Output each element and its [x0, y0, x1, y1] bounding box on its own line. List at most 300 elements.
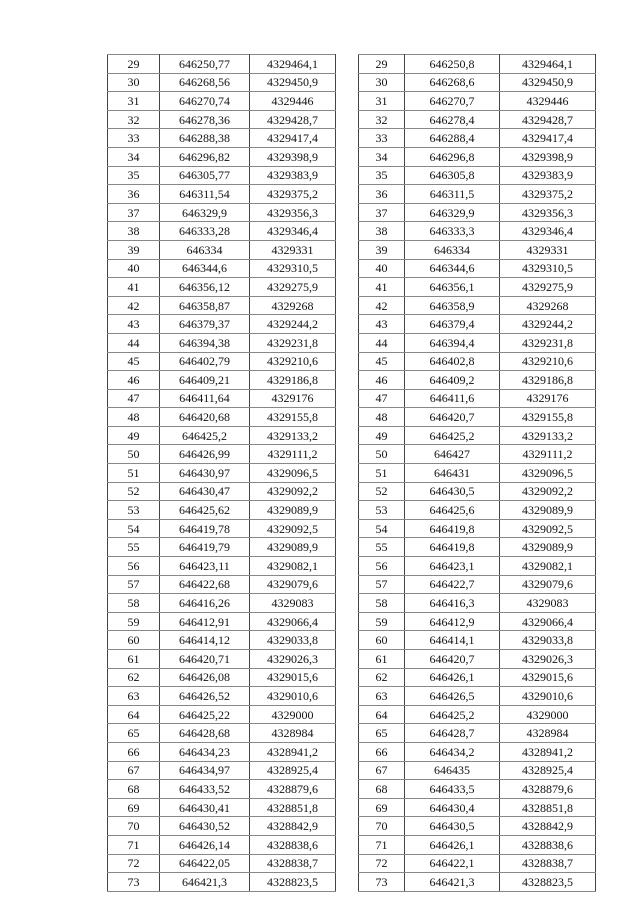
- point-number-cell: 49: [108, 426, 160, 445]
- point-number-cell: 73: [108, 873, 160, 892]
- point-number-cell: 36: [359, 185, 405, 204]
- table-row: [108, 724, 336, 743]
- point-number-cell: 64: [359, 705, 405, 724]
- table-row: [108, 185, 336, 204]
- point-number-cell: 29: [108, 55, 160, 74]
- point-number-cell: 71: [359, 835, 405, 854]
- y-coordinate-cell: 4329186,8: [250, 371, 336, 390]
- x-coordinate-cell: 646425,2: [160, 426, 250, 445]
- y-coordinate-cell: 4328851,8: [500, 798, 596, 817]
- table-row: [108, 538, 336, 557]
- y-coordinate-cell: 4329275,9: [500, 278, 596, 297]
- x-coordinate-cell: 646423,11: [160, 557, 250, 576]
- x-coordinate-cell: 646416,3: [405, 594, 500, 613]
- table-row: [359, 668, 596, 687]
- y-coordinate-cell: 4329244,2: [500, 315, 596, 334]
- table-row: [108, 519, 336, 538]
- y-coordinate-cell: 4329210,6: [500, 352, 596, 371]
- table-row: [108, 203, 336, 222]
- y-coordinate-cell: 4329033,8: [250, 631, 336, 650]
- y-coordinate-cell: 4329310,5: [250, 259, 336, 278]
- x-coordinate-cell: 646411,6: [405, 389, 500, 408]
- y-coordinate-cell: 4329000: [500, 705, 596, 724]
- table-row: [359, 650, 596, 669]
- y-coordinate-cell: 4328879,6: [250, 780, 336, 799]
- table-row: [108, 817, 336, 836]
- point-number-cell: 32: [108, 110, 160, 129]
- table-row: [359, 315, 596, 334]
- point-number-cell: 38: [359, 222, 405, 241]
- table-row: [108, 501, 336, 520]
- table-row: [108, 854, 336, 873]
- table-row: [359, 55, 596, 74]
- y-coordinate-cell: 4329082,1: [250, 557, 336, 576]
- table-row: [108, 222, 336, 241]
- table-row: [108, 389, 336, 408]
- point-number-cell: 48: [359, 408, 405, 427]
- point-number-cell: 44: [108, 333, 160, 352]
- point-number-cell: 37: [359, 203, 405, 222]
- x-coordinate-cell: 646430,4: [405, 798, 500, 817]
- point-number-cell: 37: [108, 203, 160, 222]
- table-row: [359, 352, 596, 371]
- point-number-cell: 62: [359, 668, 405, 687]
- point-number-cell: 63: [359, 687, 405, 706]
- point-number-cell: 45: [108, 352, 160, 371]
- y-coordinate-cell: 4329356,3: [250, 203, 336, 222]
- y-coordinate-cell: 4329066,4: [250, 612, 336, 631]
- x-coordinate-cell: 646344,6: [405, 259, 500, 278]
- y-coordinate-cell: 4329176: [250, 389, 336, 408]
- x-coordinate-cell: 646425,6: [405, 501, 500, 520]
- x-coordinate-cell: 646430,5: [405, 817, 500, 836]
- y-coordinate-cell: 4329450,9: [250, 73, 336, 92]
- x-coordinate-cell: 646426,52: [160, 687, 250, 706]
- point-number-cell: 64: [108, 705, 160, 724]
- x-coordinate-cell: 646394,38: [160, 333, 250, 352]
- x-coordinate-cell: 646379,37: [160, 315, 250, 334]
- point-number-cell: 35: [359, 166, 405, 185]
- table-row: [359, 166, 596, 185]
- table-row: [108, 761, 336, 780]
- y-coordinate-cell: 4329010,6: [250, 687, 336, 706]
- x-coordinate-cell: 646358,87: [160, 296, 250, 315]
- y-coordinate-cell: 4329417,4: [500, 129, 596, 148]
- table-row: [108, 240, 336, 259]
- x-coordinate-cell: 646420,68: [160, 408, 250, 427]
- point-number-cell: 70: [359, 817, 405, 836]
- x-coordinate-cell: 646402,8: [405, 352, 500, 371]
- point-number-cell: 51: [359, 464, 405, 483]
- x-coordinate-cell: 646414,1: [405, 631, 500, 650]
- x-coordinate-cell: 646431: [405, 464, 500, 483]
- table-row: [108, 798, 336, 817]
- point-number-cell: 38: [108, 222, 160, 241]
- y-coordinate-cell: 4329398,9: [500, 147, 596, 166]
- x-coordinate-cell: 646333,28: [160, 222, 250, 241]
- table-row: [359, 73, 596, 92]
- point-number-cell: 57: [108, 575, 160, 594]
- point-number-cell: 69: [108, 798, 160, 817]
- y-coordinate-cell: 4329464,1: [250, 55, 336, 74]
- y-coordinate-cell: 4329092,2: [250, 482, 336, 501]
- y-coordinate-cell: 4329082,1: [500, 557, 596, 576]
- y-coordinate-cell: 4329268: [500, 296, 596, 315]
- table-row: [359, 389, 596, 408]
- point-number-cell: 43: [359, 315, 405, 334]
- x-coordinate-cell: 646356,1: [405, 278, 500, 297]
- y-coordinate-cell: 4329331: [250, 240, 336, 259]
- x-coordinate-cell: 646425,2: [405, 705, 500, 724]
- x-coordinate-cell: 646420,7: [405, 650, 500, 669]
- point-number-cell: 35: [108, 166, 160, 185]
- y-coordinate-cell: 4328879,6: [500, 780, 596, 799]
- point-number-cell: 69: [359, 798, 405, 817]
- x-coordinate-cell: 646426,1: [405, 835, 500, 854]
- y-coordinate-cell: 4328838,6: [250, 835, 336, 854]
- point-number-cell: 41: [108, 278, 160, 297]
- x-coordinate-cell: 646278,36: [160, 110, 250, 129]
- y-coordinate-cell: 4329089,9: [250, 538, 336, 557]
- x-coordinate-cell: 646344,6: [160, 259, 250, 278]
- point-number-cell: 44: [359, 333, 405, 352]
- table-row: [359, 110, 596, 129]
- table-row: [359, 501, 596, 520]
- y-coordinate-cell: 4329176: [500, 389, 596, 408]
- y-coordinate-cell: 4329010,6: [500, 687, 596, 706]
- table-row: [108, 352, 336, 371]
- table-row: [359, 333, 596, 352]
- table-row: [108, 575, 336, 594]
- point-number-cell: 65: [108, 724, 160, 743]
- x-coordinate-cell: 646402,79: [160, 352, 250, 371]
- y-coordinate-cell: 4328838,7: [500, 854, 596, 873]
- y-coordinate-cell: 4329231,8: [500, 333, 596, 352]
- y-coordinate-cell: 4329186,8: [500, 371, 596, 390]
- point-number-cell: 34: [359, 147, 405, 166]
- x-coordinate-cell: 646419,79: [160, 538, 250, 557]
- point-number-cell: 53: [108, 501, 160, 520]
- x-coordinate-cell: 646425,22: [160, 705, 250, 724]
- table-row: [359, 835, 596, 854]
- x-coordinate-cell: 646430,5: [405, 482, 500, 501]
- point-number-cell: 43: [108, 315, 160, 334]
- x-coordinate-cell: 646379,4: [405, 315, 500, 334]
- point-number-cell: 47: [108, 389, 160, 408]
- y-coordinate-cell: 4329375,2: [250, 185, 336, 204]
- x-coordinate-cell: 646416,26: [160, 594, 250, 613]
- x-coordinate-cell: 646329,9: [160, 203, 250, 222]
- point-number-cell: 56: [108, 557, 160, 576]
- point-number-cell: 30: [359, 73, 405, 92]
- x-coordinate-cell: 646425,62: [160, 501, 250, 520]
- table-row: [359, 705, 596, 724]
- x-coordinate-cell: 646421,3: [160, 873, 250, 892]
- point-number-cell: 29: [359, 55, 405, 74]
- point-number-cell: 45: [359, 352, 405, 371]
- x-coordinate-cell: 646288,4: [405, 129, 500, 148]
- y-coordinate-cell: 4329133,2: [250, 426, 336, 445]
- table-row: [359, 464, 596, 483]
- y-coordinate-cell: 4329096,5: [250, 464, 336, 483]
- table-row: [108, 445, 336, 464]
- table-row: [108, 55, 336, 74]
- y-coordinate-cell: 4329210,6: [250, 352, 336, 371]
- x-coordinate-cell: 646296,82: [160, 147, 250, 166]
- table-row: [359, 687, 596, 706]
- point-number-cell: 67: [359, 761, 405, 780]
- y-coordinate-cell: 4329089,9: [500, 538, 596, 557]
- x-coordinate-cell: 646334: [160, 240, 250, 259]
- table-row: [108, 315, 336, 334]
- point-number-cell: 34: [108, 147, 160, 166]
- x-coordinate-cell: 646426,99: [160, 445, 250, 464]
- point-number-cell: 68: [108, 780, 160, 799]
- y-coordinate-cell: 4329446: [250, 92, 336, 111]
- point-number-cell: 59: [108, 612, 160, 631]
- table-row: [108, 873, 336, 892]
- table-row: [359, 557, 596, 576]
- y-coordinate-cell: 4329092,2: [500, 482, 596, 501]
- point-number-cell: 56: [359, 557, 405, 576]
- table-row: [359, 278, 596, 297]
- y-coordinate-cell: 4329155,8: [500, 408, 596, 427]
- y-coordinate-cell: 4329310,5: [500, 259, 596, 278]
- point-number-cell: 40: [108, 259, 160, 278]
- x-coordinate-cell: 646412,9: [405, 612, 500, 631]
- table-row: [108, 650, 336, 669]
- table-row: [108, 371, 336, 390]
- table-row: [359, 222, 596, 241]
- x-coordinate-cell: 646434,97: [160, 761, 250, 780]
- y-coordinate-cell: 4329244,2: [250, 315, 336, 334]
- table-row: [359, 519, 596, 538]
- x-coordinate-cell: 646422,68: [160, 575, 250, 594]
- point-number-cell: 39: [108, 240, 160, 259]
- point-number-cell: 52: [108, 482, 160, 501]
- y-coordinate-cell: 4329066,4: [500, 612, 596, 631]
- x-coordinate-cell: 646426,1: [405, 668, 500, 687]
- point-number-cell: 30: [108, 73, 160, 92]
- table-row: [359, 538, 596, 557]
- x-coordinate-cell: 646430,47: [160, 482, 250, 501]
- point-number-cell: 62: [108, 668, 160, 687]
- table-row: [359, 742, 596, 761]
- x-coordinate-cell: 646419,8: [405, 538, 500, 557]
- point-number-cell: 52: [359, 482, 405, 501]
- point-number-cell: 42: [108, 296, 160, 315]
- y-coordinate-cell: 4328941,2: [250, 742, 336, 761]
- table-row: [359, 408, 596, 427]
- y-coordinate-cell: 4329268: [250, 296, 336, 315]
- table-row: [108, 129, 336, 148]
- y-coordinate-cell: 4329417,4: [250, 129, 336, 148]
- x-coordinate-cell: 646427: [405, 445, 500, 464]
- y-coordinate-cell: 4329346,4: [500, 222, 596, 241]
- table-row: [359, 185, 596, 204]
- y-coordinate-cell: 4328941,2: [500, 742, 596, 761]
- point-number-cell: 32: [359, 110, 405, 129]
- table-row: [359, 445, 596, 464]
- y-coordinate-cell: 4329331: [500, 240, 596, 259]
- point-number-cell: 31: [108, 92, 160, 111]
- y-coordinate-cell: 4328838,6: [500, 835, 596, 854]
- y-coordinate-cell: 4329428,7: [250, 110, 336, 129]
- x-coordinate-cell: 646435: [405, 761, 500, 780]
- x-coordinate-cell: 646268,6: [405, 73, 500, 92]
- table-row: [359, 854, 596, 873]
- table-row: [359, 426, 596, 445]
- table-row: [108, 482, 336, 501]
- x-coordinate-cell: 646334: [405, 240, 500, 259]
- table-row: [359, 612, 596, 631]
- x-coordinate-cell: 646426,14: [160, 835, 250, 854]
- table-row: [359, 724, 596, 743]
- point-number-cell: 71: [108, 835, 160, 854]
- table-row: [359, 240, 596, 259]
- x-coordinate-cell: 646329,9: [405, 203, 500, 222]
- table-row: [359, 259, 596, 278]
- y-coordinate-cell: 4329155,8: [250, 408, 336, 427]
- point-number-cell: 58: [108, 594, 160, 613]
- point-number-cell: 70: [108, 817, 160, 836]
- y-coordinate-cell: 4329383,9: [250, 166, 336, 185]
- table-row: [359, 594, 596, 613]
- table-row: [359, 296, 596, 315]
- point-number-cell: 53: [359, 501, 405, 520]
- table-row: [359, 203, 596, 222]
- y-coordinate-cell: 4329089,9: [250, 501, 336, 520]
- y-coordinate-cell: 4329083: [500, 594, 596, 613]
- table-row: [108, 835, 336, 854]
- y-coordinate-cell: 4328823,5: [250, 873, 336, 892]
- point-number-cell: 54: [108, 519, 160, 538]
- y-coordinate-cell: 4329450,9: [500, 73, 596, 92]
- point-number-cell: 47: [359, 389, 405, 408]
- x-coordinate-cell: 646422,05: [160, 854, 250, 873]
- x-coordinate-cell: 646394,4: [405, 333, 500, 352]
- x-coordinate-cell: 646420,7: [405, 408, 500, 427]
- x-coordinate-cell: 646433,5: [405, 780, 500, 799]
- x-coordinate-cell: 646409,21: [160, 371, 250, 390]
- y-coordinate-cell: 4329015,6: [500, 668, 596, 687]
- y-coordinate-cell: 4328842,9: [250, 817, 336, 836]
- point-number-cell: 55: [359, 538, 405, 557]
- table-row: [359, 482, 596, 501]
- table-row: [108, 426, 336, 445]
- table-row: [108, 705, 336, 724]
- coordinates-table-right: [358, 54, 596, 892]
- table-row: [108, 147, 336, 166]
- point-number-cell: 66: [359, 742, 405, 761]
- table-row: [108, 557, 336, 576]
- y-coordinate-cell: 4329083: [250, 594, 336, 613]
- point-number-cell: 67: [108, 761, 160, 780]
- point-number-cell: 33: [359, 129, 405, 148]
- table-row: [108, 92, 336, 111]
- point-number-cell: 50: [359, 445, 405, 464]
- y-coordinate-cell: 4329133,2: [500, 426, 596, 445]
- y-coordinate-cell: 4328984: [500, 724, 596, 743]
- x-coordinate-cell: 646419,8: [405, 519, 500, 538]
- y-coordinate-cell: 4328851,8: [250, 798, 336, 817]
- table-row: [359, 92, 596, 111]
- point-number-cell: 61: [359, 650, 405, 669]
- table-row: [359, 631, 596, 650]
- y-coordinate-cell: 4329356,3: [500, 203, 596, 222]
- y-coordinate-cell: 4329398,9: [250, 147, 336, 166]
- y-coordinate-cell: 4329111,2: [500, 445, 596, 464]
- point-number-cell: 66: [108, 742, 160, 761]
- x-coordinate-cell: 646270,7: [405, 92, 500, 111]
- x-coordinate-cell: 646422,7: [405, 575, 500, 594]
- table-row: [108, 742, 336, 761]
- x-coordinate-cell: 646433,52: [160, 780, 250, 799]
- x-coordinate-cell: 646423,1: [405, 557, 500, 576]
- x-coordinate-cell: 646421,3: [405, 873, 500, 892]
- table-row: [108, 408, 336, 427]
- point-number-cell: 72: [108, 854, 160, 873]
- x-coordinate-cell: 646288,38: [160, 129, 250, 148]
- table-row: [108, 166, 336, 185]
- table-row: [108, 612, 336, 631]
- x-coordinate-cell: 646268,56: [160, 73, 250, 92]
- point-number-cell: 72: [359, 854, 405, 873]
- y-coordinate-cell: 4329464,1: [500, 55, 596, 74]
- x-coordinate-cell: 646411,64: [160, 389, 250, 408]
- y-coordinate-cell: 4328842,9: [500, 817, 596, 836]
- point-number-cell: 40: [359, 259, 405, 278]
- x-coordinate-cell: 646278,4: [405, 110, 500, 129]
- x-coordinate-cell: 646430,97: [160, 464, 250, 483]
- table-row: [359, 780, 596, 799]
- table-row: [108, 333, 336, 352]
- x-coordinate-cell: 646311,5: [405, 185, 500, 204]
- y-coordinate-cell: 4329079,6: [500, 575, 596, 594]
- point-number-cell: 63: [108, 687, 160, 706]
- y-coordinate-cell: 4329096,5: [500, 464, 596, 483]
- y-coordinate-cell: 4329079,6: [250, 575, 336, 594]
- x-coordinate-cell: 646426,08: [160, 668, 250, 687]
- table-row: [359, 147, 596, 166]
- point-number-cell: 65: [359, 724, 405, 743]
- x-coordinate-cell: 646428,7: [405, 724, 500, 743]
- x-coordinate-cell: 646270,74: [160, 92, 250, 111]
- point-number-cell: 49: [359, 426, 405, 445]
- table-row: [108, 110, 336, 129]
- table-row: [359, 371, 596, 390]
- y-coordinate-cell: 4329033,8: [500, 631, 596, 650]
- x-coordinate-cell: 646422,1: [405, 854, 500, 873]
- point-number-cell: 42: [359, 296, 405, 315]
- x-coordinate-cell: 646358,9: [405, 296, 500, 315]
- x-coordinate-cell: 646430,41: [160, 798, 250, 817]
- x-coordinate-cell: 646296,8: [405, 147, 500, 166]
- point-number-cell: 54: [359, 519, 405, 538]
- y-coordinate-cell: 4329446: [500, 92, 596, 111]
- y-coordinate-cell: 4329026,3: [250, 650, 336, 669]
- point-number-cell: 60: [108, 631, 160, 650]
- table-row: [108, 687, 336, 706]
- y-coordinate-cell: 4328925,4: [250, 761, 336, 780]
- point-number-cell: 60: [359, 631, 405, 650]
- point-number-cell: 57: [359, 575, 405, 594]
- y-coordinate-cell: 4329383,9: [500, 166, 596, 185]
- table-row: [359, 873, 596, 892]
- point-number-cell: 61: [108, 650, 160, 669]
- table-row: [108, 73, 336, 92]
- table-row: [108, 259, 336, 278]
